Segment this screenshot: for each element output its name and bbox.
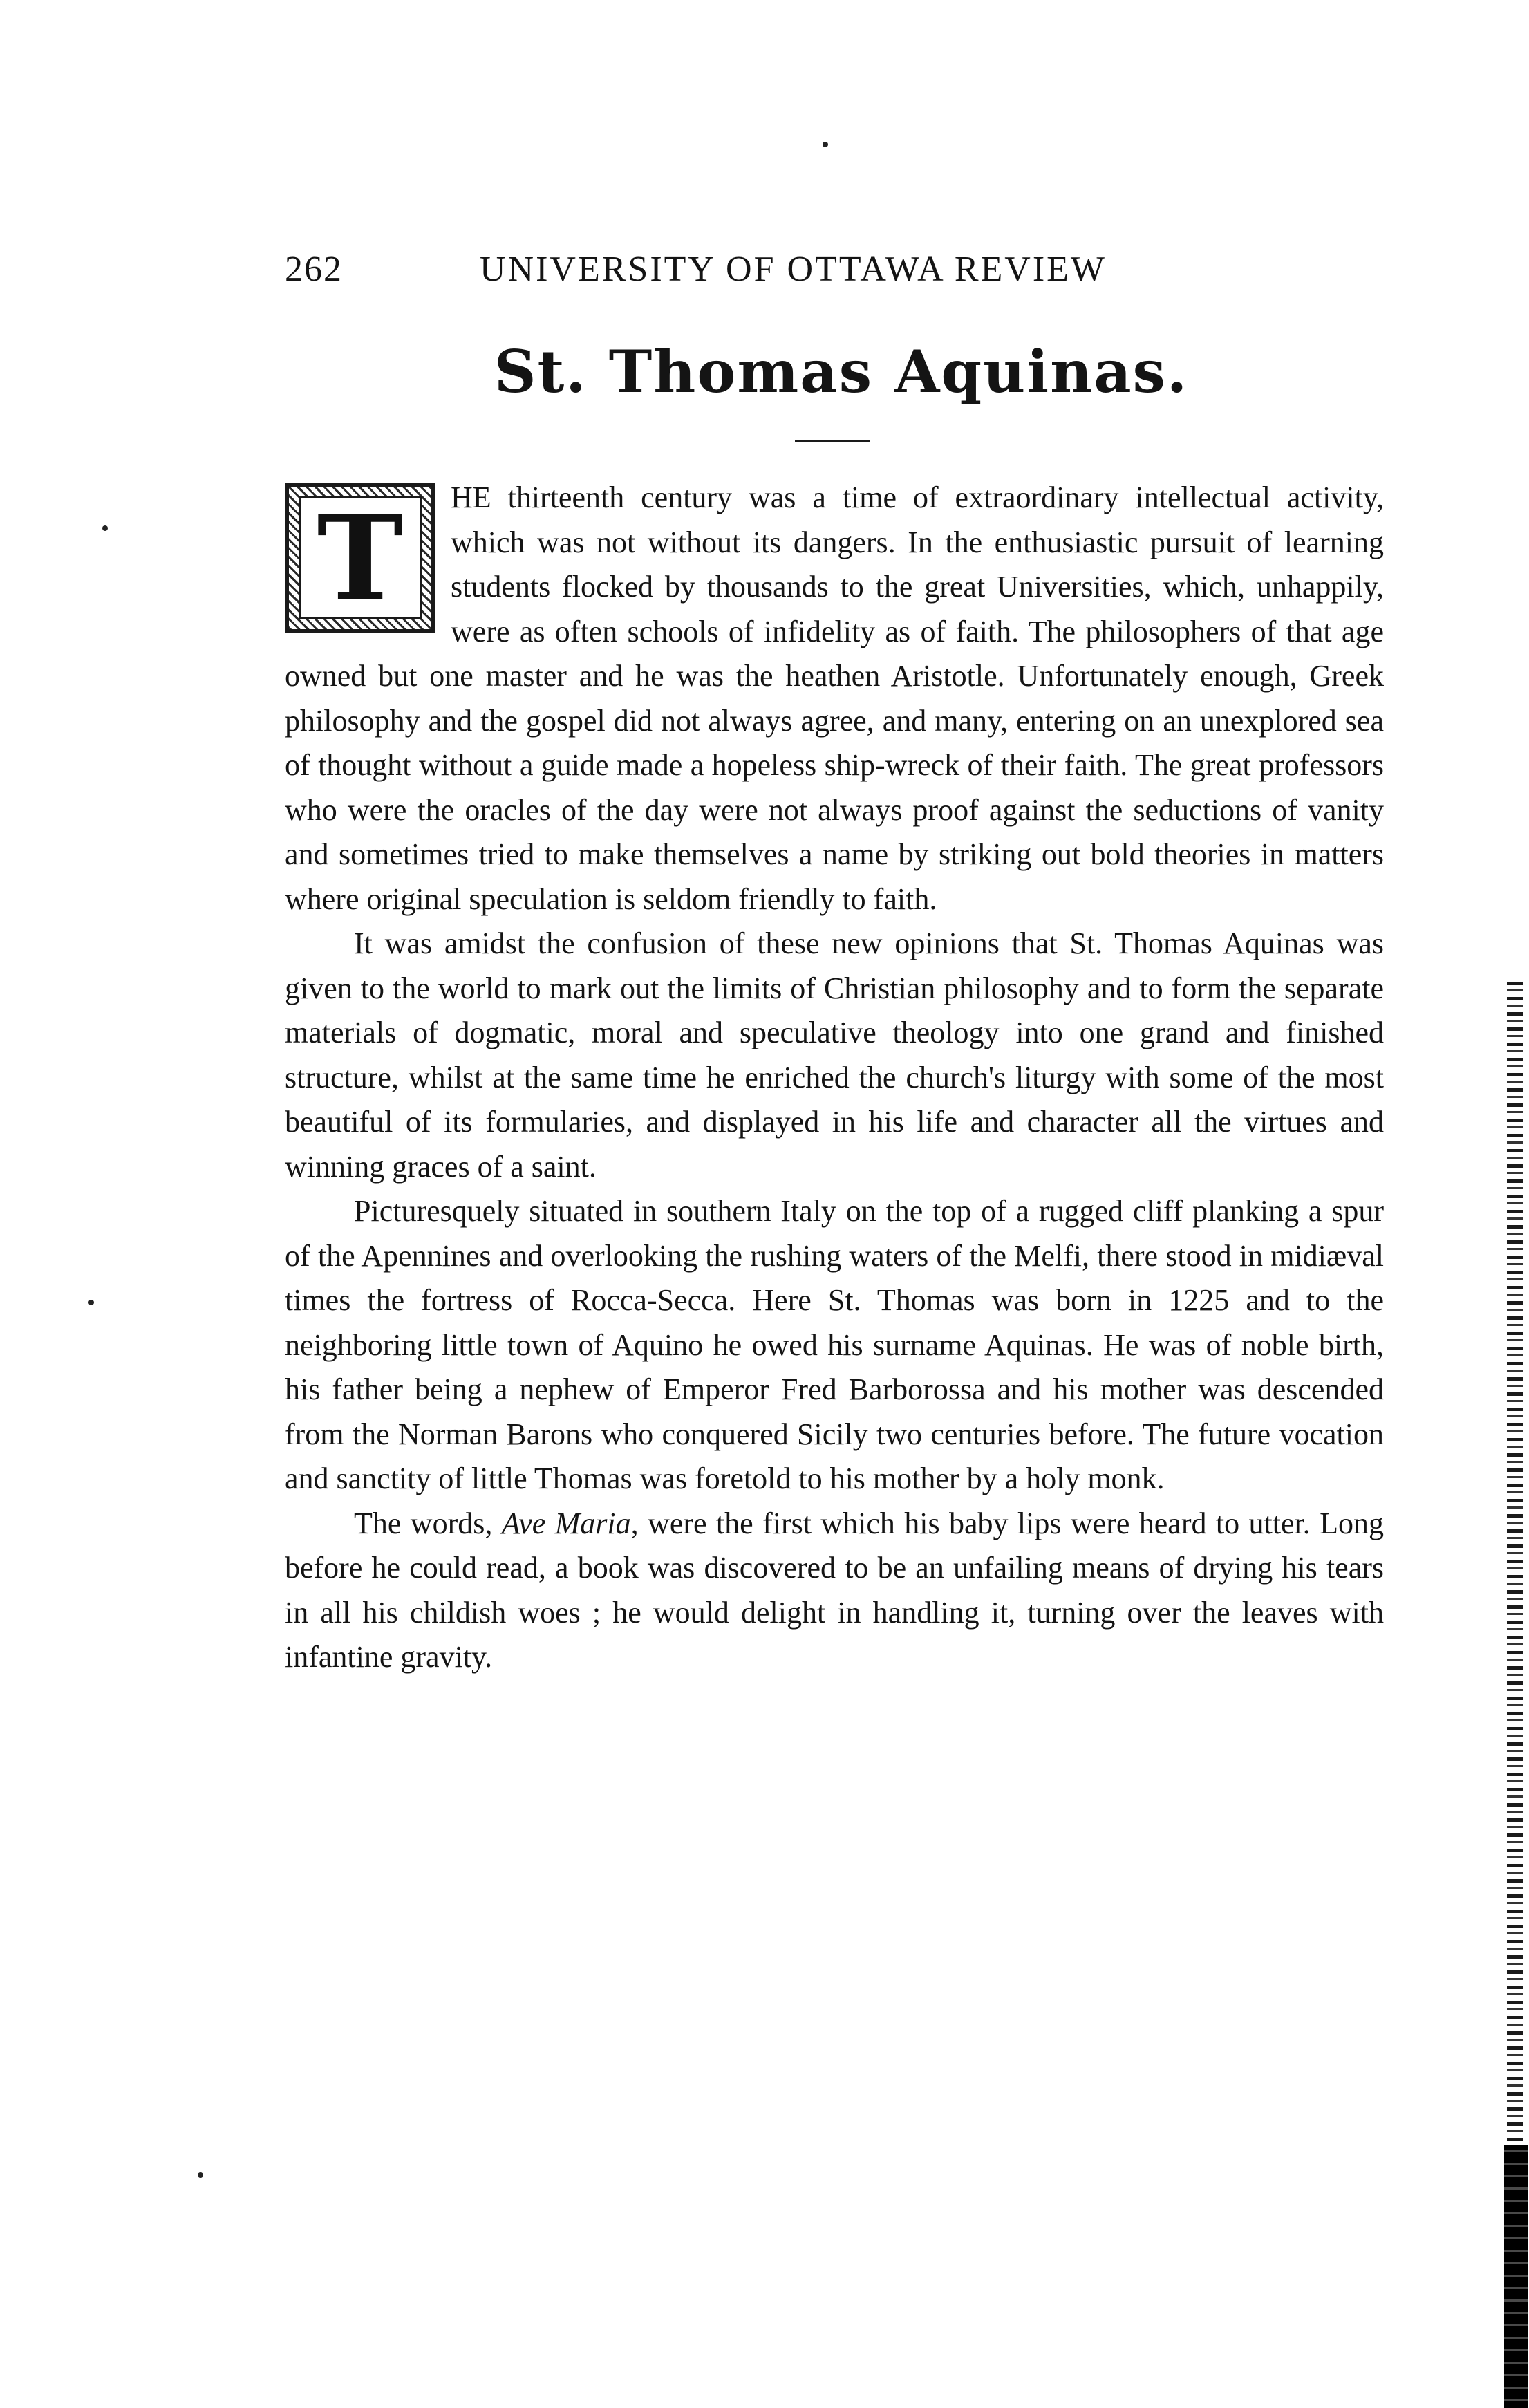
paragraph-2: It was amidst the confusion of these new opinions that St. Thomas Aquinas was given to the world to mark out the limits of Christian philosophy and to form the separate materials of dogmatic, moral and speculative theology into one grand and finished structure, whilst at the same time he enriched the church's liturgy with some of the most beautiful of its formularies, and displayed in his life and character all the virtues and winning graces of a saint. (285, 926, 1384, 1184)
paragraph-4-rest: were the first which his baby lips were heard to utter. Long before he could read, a book was discovered to be an unfailing means of drying his tears in all his childish woes ; he would delight in handling it, turning over the leaves with infantine gravity. (285, 1506, 1384, 1674)
page-number: 262 (285, 250, 343, 289)
paragraph-1-text: HE thirteenth century was a time of extraordinary intellectual activity, which was not without its dangers. In the enthusiastic pursuit of learning students flocked by thousands to the great Universities, which, unhappily, were as often schools of infidelity as of faith. The philosophers of that age owned but one master and he was the heathen Aristotle. Unfortunately enough, Greek philosophy and the gospel did not always agree, and many, entering on an unexplored sea of thought without a guide made a hopeless ship-wreck of their faith. The great professors who were the oracles of the day were not always proof against the seductions of vanity and sometimes tried to make themselves a name by striking out bold theories in matters where original speculation is seldom friendly to faith. (285, 480, 1384, 916)
paragraph-4 (285, 1502, 1384, 1680)
running-head (285, 249, 1190, 304)
article-body (285, 476, 1384, 1680)
title-rule (795, 440, 870, 442)
paragraph-3: Picturesquely situated in southern Italy on the top of a rugged cliff planking a spur of the Apennines and overlooking the rushing waters of the Melfi, there stood in midiæval times the fortress of Rocca-Secca. Here St. Thomas was born in 1225 and to the neighboring little town of Aquino he owed his surname Aquinas. He was of noble birth, his father being a nephew of Emperor Fred Barborossa and his mother was descended from the Norman Barons who conquered Sicily two centuries before. The future vocation and sanctity of little Thomas was foretold to his mother by a holy monk. (285, 1194, 1384, 1495)
article-title: St. Thomas Aquinas. (494, 337, 1189, 406)
scan-speck (198, 2172, 203, 2178)
ornamental-drop-cap (285, 483, 435, 633)
drop-cap-letter: T (317, 489, 404, 626)
paragraph-4-lead: The words, (354, 1506, 502, 1540)
scan-speck (88, 1300, 94, 1305)
journal-title: UNIVERSITY OF OTTAWA REVIEW (480, 250, 1107, 289)
italic-phrase: Ave Maria, (501, 1506, 639, 1540)
scan-speck (823, 142, 828, 147)
scan-edge-shadow (1504, 2145, 1528, 2408)
drop-cap-frame (299, 489, 422, 626)
paragraph-1 (285, 476, 1384, 922)
scan-edge-artifact (1500, 982, 1529, 2408)
scan-speck (102, 525, 108, 531)
